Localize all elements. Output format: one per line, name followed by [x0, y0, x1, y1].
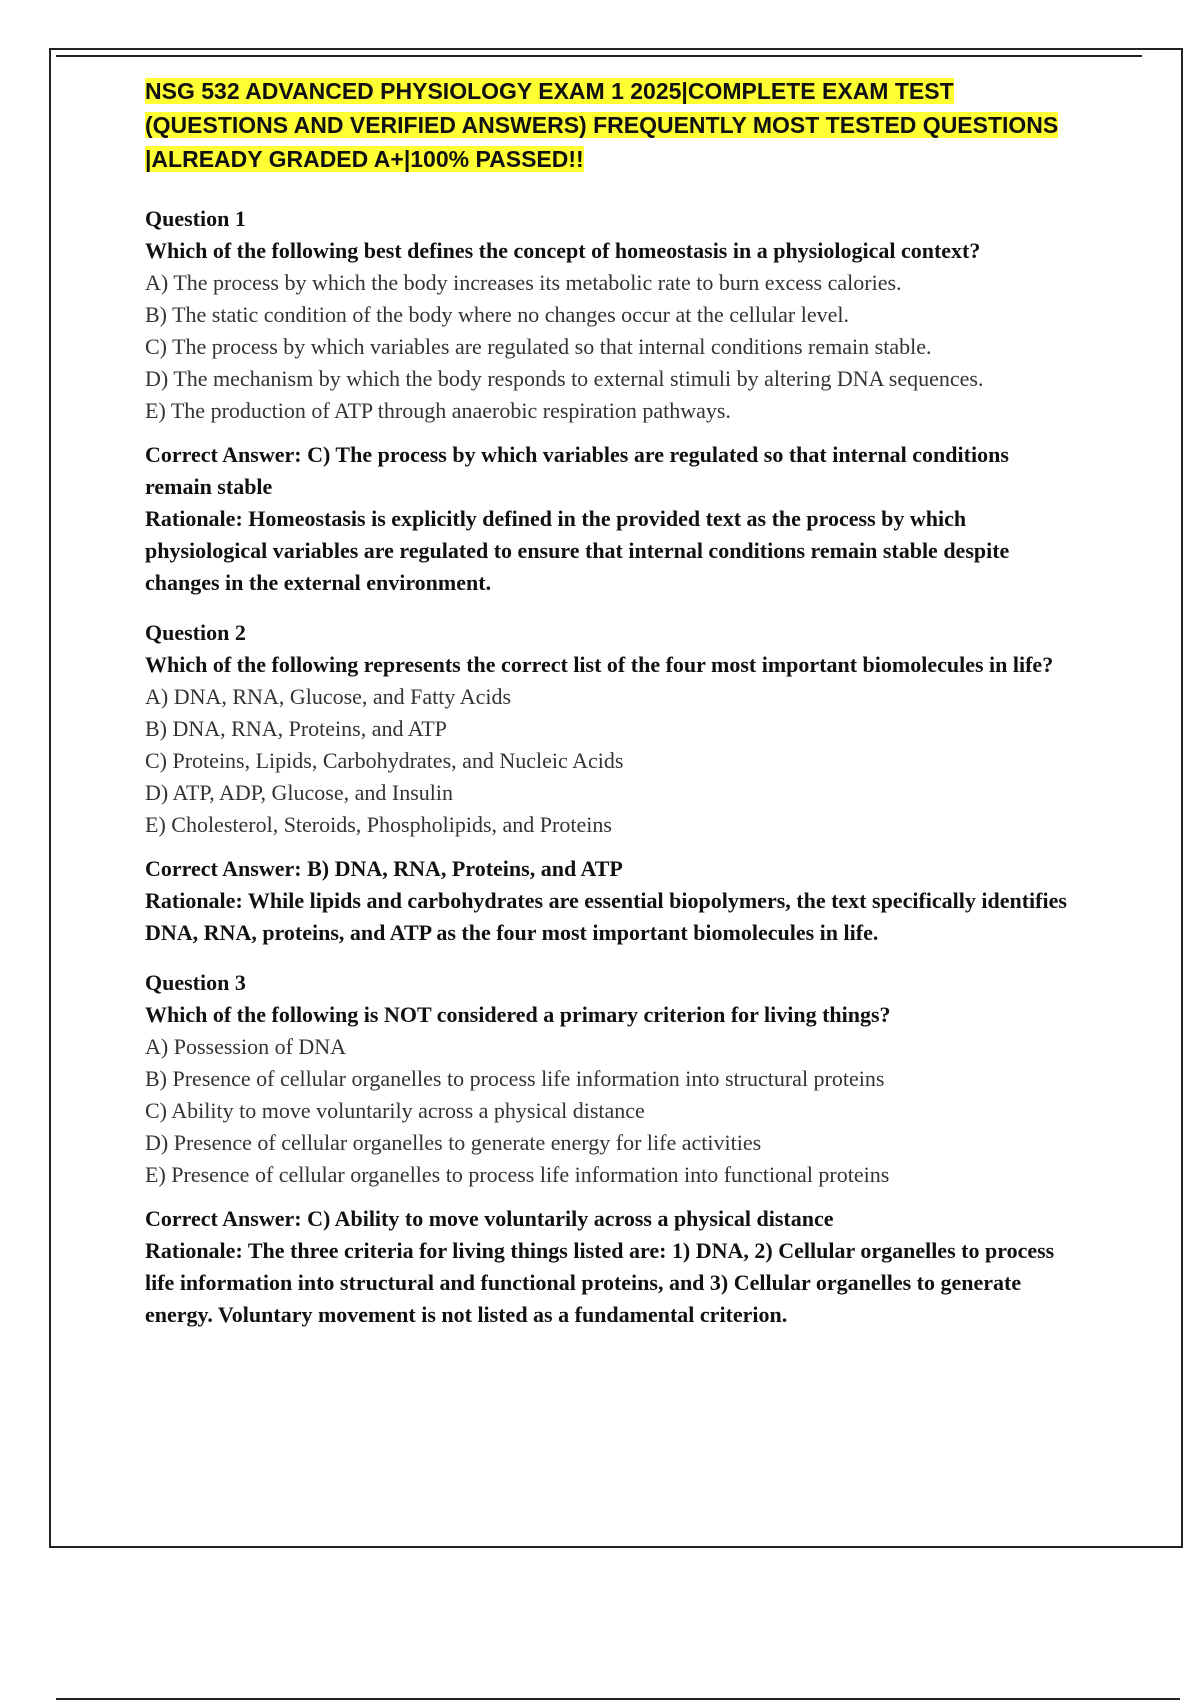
question-text: Which of the following is NOT considered a primary criterion for living things? [145, 1002, 891, 1027]
option-list [145, 681, 1080, 841]
question-text: Which of the following represents the correct list of the four most important biomolecules in life? [145, 652, 1054, 677]
option-b: B) Presence of cellular organelles to process life information into structural proteins [145, 1066, 885, 1091]
option-d: D) ATP, ADP, Glucose, and Insulin [145, 780, 454, 805]
option-list [145, 267, 1080, 427]
option-d: D) The mechanism by which the body responds to external stimuli by altering DNA sequences. [145, 366, 984, 391]
option-e: E) The production of ATP through anaerobic respiration pathways. [145, 398, 731, 423]
option-a: A) Possession of DNA [145, 1034, 347, 1059]
document-title-text: NSG 532 ADVANCED PHYSIOLOGY EXAM 1 2025|COMPLETE EXAM TEST (QUESTIONS AND VERIFIED ANSWERS) FREQUENTLY MOST TESTED QUESTIONS |ALREADY GRADED A+|100% PASSED!! [145, 78, 1059, 172]
correct-answer: Correct Answer: B) DNA, RNA, Proteins, and ATP [145, 856, 623, 881]
question-number: Question 1 [145, 206, 246, 231]
question-number: Question 2 [145, 620, 246, 645]
document-content [145, 74, 1080, 1349]
correct-answer: Correct Answer: C) Ability to move voluntarily across a physical distance [145, 1206, 834, 1231]
document-title [145, 74, 1080, 176]
rationale: Rationale: The three criteria for living things listed are: 1) DNA, 2) Cellular organelles to process life information into structural and functional proteins, and 3) Cellular organelles to generate energy. Voluntary movement is not listed as a fundamental criterion. [145, 1238, 1055, 1327]
option-a: A) The process by which the body increases its metabolic rate to burn excess calories. [145, 270, 902, 295]
option-b: B) The static condition of the body where no changes occur at the cellular level. [145, 302, 849, 327]
question-block-2 [145, 617, 1080, 949]
option-b: B) DNA, RNA, Proteins, and ATP [145, 716, 447, 741]
option-e: E) Presence of cellular organelles to process life information into functional proteins [145, 1162, 890, 1187]
option-list [145, 1031, 1080, 1191]
option-d: D) Presence of cellular organelles to generate energy for life activities [145, 1130, 762, 1155]
correct-answer: Correct Answer: C) The process by which variables are regulated so that internal conditions remain stable [145, 442, 1009, 499]
question-block-1 [145, 203, 1080, 599]
question-number: Question 3 [145, 970, 246, 995]
question-text: Which of the following best defines the concept of homeostasis in a physiological context? [145, 238, 981, 263]
rationale: Rationale: Homeostasis is explicitly defined in the provided text as the process by which physiological variables are regulated to ensure that internal conditions remain stable despite changes in the external environment. [145, 506, 1010, 595]
option-e: E) Cholesterol, Steroids, Phospholipids, and Proteins [145, 812, 612, 837]
option-c: C) The process by which variables are regulated so that internal conditions remain stable. [145, 334, 932, 359]
question-block-3 [145, 967, 1080, 1331]
top-divider [56, 55, 1142, 57]
option-c: C) Ability to move voluntarily across a physical distance [145, 1098, 645, 1123]
rationale: Rationale: While lipids and carbohydrates are essential biopolymers, the text specifically identifies DNA, RNA, proteins, and ATP as the four most important biomolecules in life. [145, 888, 1067, 945]
option-a: A) DNA, RNA, Glucose, and Fatty Acids [145, 684, 512, 709]
option-c: C) Proteins, Lipids, Carbohydrates, and Nucleic Acids [145, 748, 624, 773]
